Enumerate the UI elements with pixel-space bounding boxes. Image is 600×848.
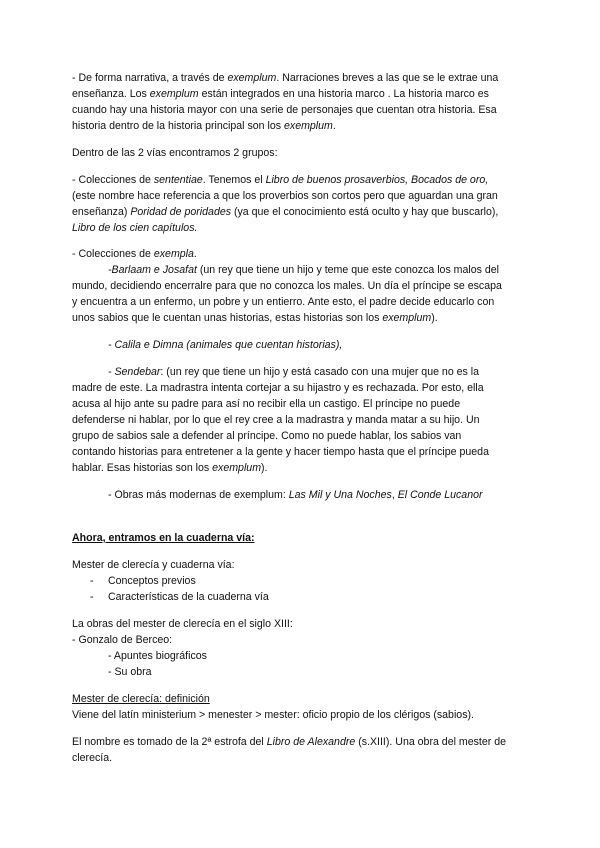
italic-term: exemplum xyxy=(212,462,262,474)
para3-line4 xyxy=(72,220,197,236)
para1-line3: cuando hay una historia mayor con una serie de personajes que cuentan otra historia. Esa xyxy=(72,104,497,116)
para9-line1: La obras del mester de clerecía en el siglo XIII: xyxy=(72,618,293,630)
para5-line xyxy=(108,337,342,353)
italic-title: El Conde Lucanor xyxy=(397,489,483,501)
para6-line6: contando historias para entretener a la gente y hacer tiempo hasta que el príncipe pueda xyxy=(72,446,489,458)
italic-title: - Calila e Dimna (animales que cuentan historias), xyxy=(108,339,343,351)
bullet-dash: - xyxy=(90,591,94,603)
text: : (un rey que tiene un hijo y está casado con una mujer que no es la xyxy=(160,366,480,378)
italic-title: Libro de buenos prosaverbios, Bocados de oro, xyxy=(265,174,489,186)
para9-line3: - Apuntes biográficos xyxy=(108,650,207,662)
para3-line3 xyxy=(72,204,498,220)
para3-line2: (este nombre hace referencia a que los proverbios son cortos pero que aguardan una gran xyxy=(72,190,498,202)
para1-line4 xyxy=(72,118,336,134)
text: están integrados en una historia marco . La historia marco es xyxy=(198,88,489,100)
italic-title: Libro de los cien capítulos. xyxy=(72,222,198,234)
para4-line4: y encuentra a un enfermo, un pobre y un entierro. Ante esto, el padre decide educarlo con xyxy=(72,296,495,308)
text: ). xyxy=(261,462,268,474)
para3-line1 xyxy=(72,172,488,188)
text: . Tenemos el xyxy=(202,174,266,186)
text: enseñanza. Los xyxy=(72,88,150,100)
para10-line1: Viene del latín ministerium > menester > mester: oficio propio de los clérigos (sabios). xyxy=(72,709,474,721)
text: - Colecciones de xyxy=(72,248,154,260)
italic-title: Las Mil y Una Noches xyxy=(288,489,392,501)
text: El nombre es tomado de la 2ª estrofa del xyxy=(72,736,267,748)
para6-line3: acusa al hijo ante su padre para así no recibir ella un castigo. El príncipe no puede xyxy=(72,398,461,410)
text: historia dentro de la historia principal son los xyxy=(72,120,284,132)
para11-line1 xyxy=(72,734,506,750)
para10-title: Mester de clerecía: definición xyxy=(72,693,210,705)
para6-line5: grupo de sabios sale a defender al príncipe. Como no puede hablar, los sabios van xyxy=(72,430,462,442)
section-heading: Ahora, entramos en la cuaderna vía: xyxy=(72,532,255,544)
para1-line1 xyxy=(72,70,498,86)
para7-line xyxy=(108,487,483,503)
list-item: Conceptos previos xyxy=(108,575,196,587)
italic-term: exemplum xyxy=(149,88,199,100)
text: , xyxy=(391,489,398,501)
text: hablar. Esas historias son los xyxy=(72,462,213,474)
para6-line4: defenderse ni hablar, por lo que el rey cree a la madrastra y manda matar a su hijo. Un xyxy=(72,414,480,426)
italic-term: exempla xyxy=(153,248,194,260)
para9-line2: - Gonzalo de Berceo: xyxy=(72,634,173,646)
text: . xyxy=(193,248,197,260)
text: (ya que el conocimiento está oculto y hay que buscarlo), xyxy=(231,206,499,218)
text: . xyxy=(332,120,336,132)
text: ). xyxy=(431,312,438,324)
italic-term: sententiae xyxy=(153,174,203,186)
para6-line7 xyxy=(72,460,268,476)
text: (s.XIII). Una obra del mester de xyxy=(355,736,506,748)
text: unos sabios que le cuentan unas historias, estas historias son los xyxy=(72,312,383,324)
italic-term: exemplum xyxy=(382,312,432,324)
list-item: Características de la cuaderna vía xyxy=(108,591,269,603)
para4-line5 xyxy=(72,310,438,326)
text: enseñanza) xyxy=(72,206,131,218)
text: (un rey que tiene un hijo y teme que este conozca los malos del xyxy=(196,264,500,276)
para1-line2 xyxy=(72,86,489,102)
text: - De forma narrativa, a través de xyxy=(72,72,228,84)
italic-title: -Barlaam e Josafat xyxy=(108,264,197,276)
italic-title: Libro de Alexandre xyxy=(266,736,356,748)
text: - Colecciones de xyxy=(72,174,154,186)
italic-title: - Sendebar xyxy=(108,366,161,378)
para11-line2: clerecía. xyxy=(72,752,113,764)
italic-term: exemplum xyxy=(284,120,333,132)
para2-line: Dentro de las 2 vías encontramos 2 grupos: xyxy=(72,147,278,159)
bullet-dash: - xyxy=(90,575,94,587)
text: - Obras más modernas de exemplum: xyxy=(108,489,289,501)
para4-line2 xyxy=(108,262,499,278)
italic-term: exemplum xyxy=(227,72,277,84)
italic-title: Poridad de poridades xyxy=(130,206,232,218)
para4-line1 xyxy=(72,246,197,262)
para9-line4: - Su obra xyxy=(108,666,152,678)
para4-line3: mundo, decidiendo encerralre para que no conozca los males. Un día el príncipe se escapa xyxy=(72,280,502,292)
para6-line2: madre de este. La madrastra intenta cortejar a su hijastro y es rechazada. Por esto, ella xyxy=(72,382,484,394)
text: . Narraciones breves a las que se le extrae una xyxy=(276,72,499,84)
para6-line1 xyxy=(108,364,479,380)
para8-title: Mester de clerecía y cuaderna vía: xyxy=(72,559,235,571)
